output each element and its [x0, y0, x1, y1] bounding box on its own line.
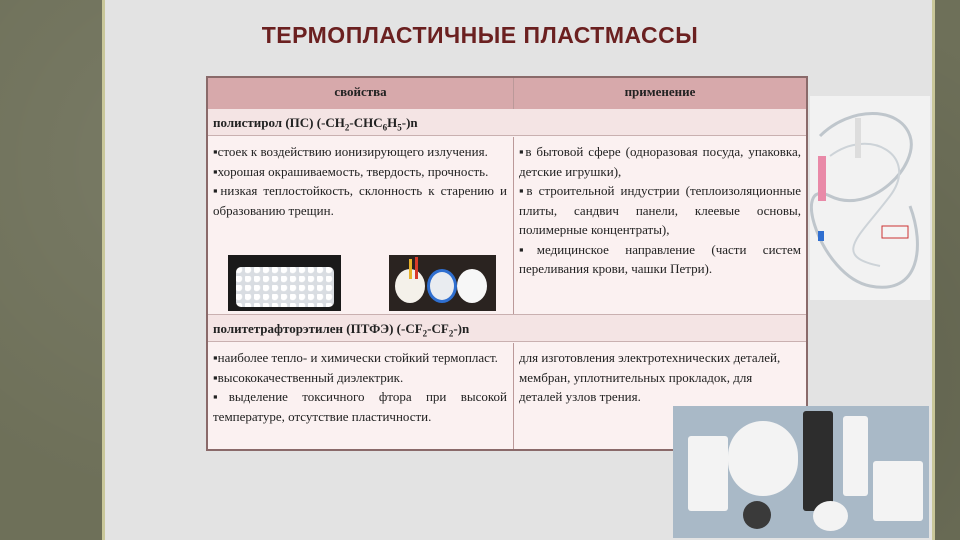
list-item: ▪стоек к воздействию ионизирующего излучения. [213, 144, 488, 159]
list-item: ▪наиболее тепло- и химически стойкий термопласт. [213, 350, 498, 365]
list-item: ▪в строительной индустрии (теплоизоляционные плиты, сандвич панели, клеевые основы, полимерные концентраты), [519, 183, 801, 237]
list-item: ▪низкая теплостойкость, склонность к старению и образованию трещин. [213, 183, 507, 218]
transfusion-system-photo [810, 96, 930, 300]
column-divider [513, 78, 514, 109]
section-polystyrene-name: полистирол (ПС) $(-СН_2-СНС_6Н_5-)n$ [208, 109, 806, 136]
table-header [208, 78, 806, 110]
section-ptfe-name: политетрафторэтилен (ПТФЭ) $(-CF_2-CF_2-)n$ [208, 315, 806, 342]
ptfe-parts-photo [673, 406, 929, 538]
header-properties: свойства [334, 84, 387, 99]
list-item: ▪высококачественный диэлектрик. [213, 369, 404, 385]
disposable-tableware-photo [389, 255, 496, 311]
list-item: ▪хорошая окрашиваемость, твердость, прочность. [213, 163, 489, 179]
list-item: ▪в бытовой сфере (одноразовая посуда, упаковка, детские игрушки), [519, 144, 801, 179]
header-applications: применение [624, 84, 696, 99]
list-item: ▪медицинское направление (части систем переливания крови, чашки Петри). [519, 241, 801, 276]
polystyrene-beads-photo [228, 255, 341, 311]
polystyrene-properties [213, 142, 507, 220]
slide-title: ТЕРМОПЛАСТИЧНЫЕ ПЛАСТМАССЫ [261, 22, 699, 48]
list-item: для изготовления электротехнических деталей, мембран, уплотнительных прокладок, для деталей узлов трения. [519, 350, 781, 404]
column-divider [513, 137, 514, 314]
list-item: ▪выделение токсичного фтора при высокой температуре, отсутствие пластичности. [213, 389, 507, 424]
column-divider [513, 343, 514, 449]
tubing-illustration [810, 96, 930, 300]
ptfe-applications [519, 348, 789, 407]
polystyrene-applications [519, 142, 801, 279]
ptfe-properties [213, 348, 507, 426]
